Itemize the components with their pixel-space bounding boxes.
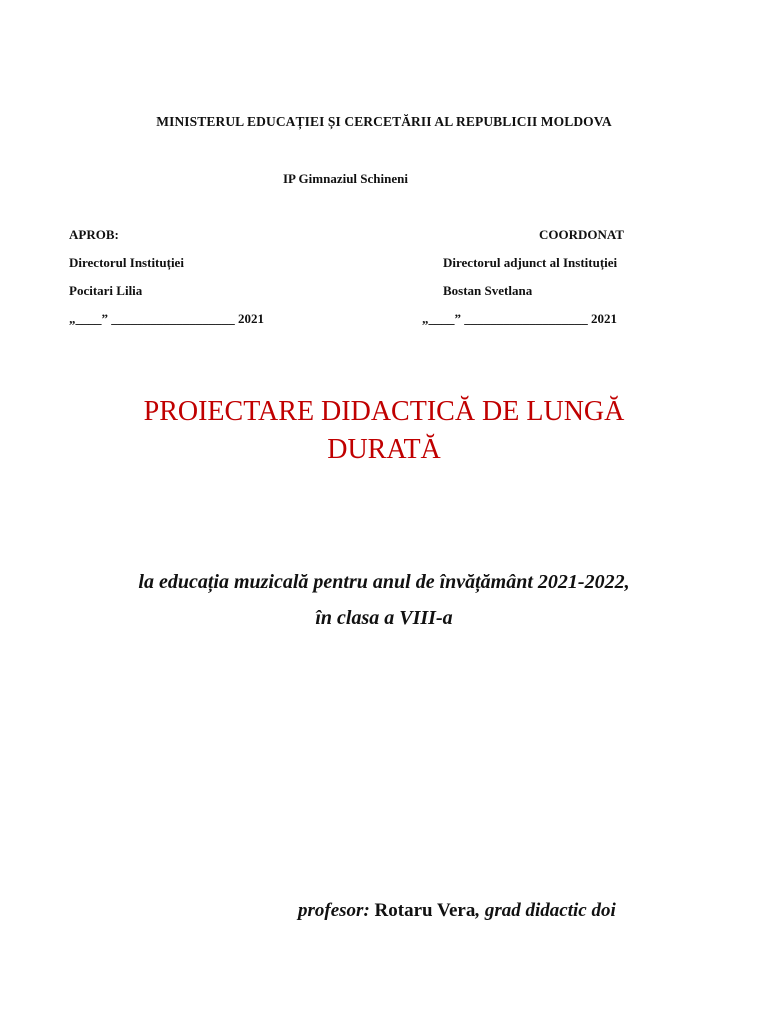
approval-right-label: COORDONAT	[539, 227, 624, 242]
subtitle-line2: în clasa a VIII-a	[315, 607, 453, 629]
subtitle-line1: la educația muzicală pentru anul de învățământ 2021-2022,	[138, 571, 630, 593]
teacher-grade: , grad didactic doi	[475, 900, 616, 921]
ministry-header: MINISTERUL EDUCAȚIEI ȘI CERCETĂRII AL REPUBLICII MOLDOVA	[156, 114, 612, 129]
approval-right-date-line: „____” ___________________ 2021	[422, 311, 617, 326]
approval-left-name: Pocitari Lilia	[69, 283, 143, 298]
approval-left-date-line: „____” ___________________ 2021	[69, 311, 264, 326]
teacher-line	[298, 900, 616, 922]
approval-right-name: Bostan Svetlana	[443, 283, 533, 298]
document-title-line2: DURATĂ	[327, 434, 441, 465]
approval-left-role: Directorul Instituției	[69, 255, 184, 270]
approval-left-label: APROB:	[69, 227, 119, 242]
school-name: IP Gimnaziul Schineni	[283, 171, 408, 186]
teacher-label: profesor:	[298, 900, 370, 921]
teacher-name: Rotaru Vera	[369, 900, 476, 921]
approval-right-role: Directorul adjunct al Instituției	[443, 255, 618, 270]
document-title-line1: PROIECTARE DIDACTICĂ DE LUNGĂ	[143, 396, 625, 427]
